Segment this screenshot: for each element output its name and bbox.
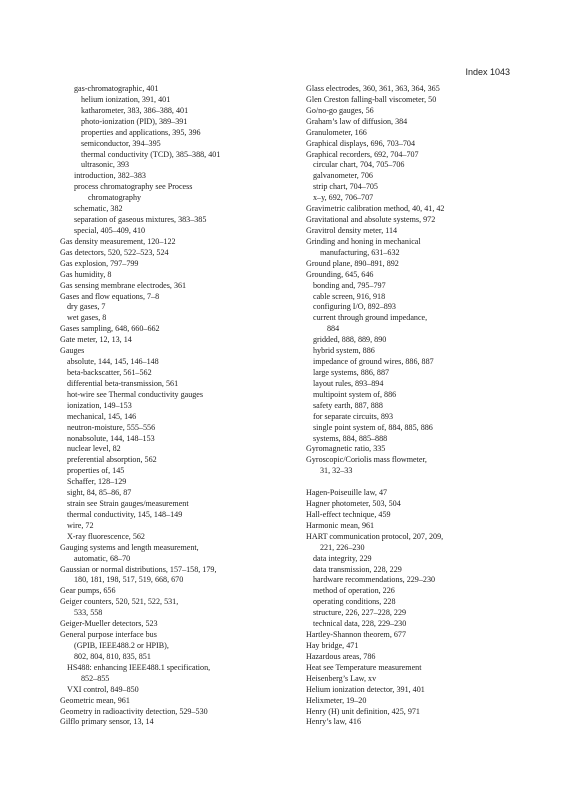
index-entry: 802, 804, 810, 835, 851	[74, 651, 151, 661]
index-entry: Gases and flow equations, 7–8	[60, 291, 160, 301]
index-entry: Glen Creston falling-ball viscometer, 50	[306, 94, 437, 104]
index-entry: VXI control, 849–850	[67, 684, 139, 694]
index-entry: properties and applications, 395, 396	[81, 127, 201, 137]
index-entry: current through ground impedance,	[313, 313, 428, 323]
index-entry: 852–855	[81, 673, 110, 683]
index-entry: Gate meter, 12, 13, 14	[60, 335, 132, 345]
index-entry: Ground plane, 890–891, 892	[306, 258, 399, 268]
index-entry: introduction, 382–383	[74, 171, 146, 181]
index-entry: Gaussian or normal distributions, 157–158, 179,	[60, 564, 217, 574]
index-entry: Gas detectors, 520, 522–523, 524	[60, 247, 169, 257]
index-entry: layout rules, 893–894	[313, 378, 384, 388]
index-entry: wet gases, 8	[67, 313, 107, 323]
index-entry: HS488: enhancing IEEE488.1 specification,	[67, 662, 211, 672]
index-entry: Graphical displays, 696, 703–704	[306, 138, 416, 148]
index-entry: Granulometer, 166	[306, 127, 367, 137]
index-entry: Grinding and honing in mechanical	[306, 236, 421, 246]
index-entry: Geometric mean, 961	[60, 695, 130, 705]
index-entry: multipoint system of, 886	[313, 389, 397, 399]
index-entry: for separate circuits, 893	[313, 411, 394, 421]
index-entry: 31, 32–33	[320, 466, 353, 476]
index-entry: safety earth, 887, 888	[313, 400, 383, 410]
index-entry: Gauging systems and length measurement,	[60, 542, 199, 552]
index-entry: Gases sampling, 648, 660–662	[60, 324, 160, 334]
index-entry: Heat see Temperature measurement	[306, 662, 422, 672]
index-entry: Gear pumps, 656	[60, 586, 116, 596]
index-entry: thermal conductivity (TCD), 385–388, 401	[81, 149, 221, 159]
index-entry: semiconductor, 394–395	[81, 138, 161, 148]
index-entry: technical data, 228, 229–230	[313, 619, 407, 629]
index-entry: manufacturing, 631–632	[320, 247, 400, 257]
index-entry: strain see Strain gauges/measurement	[67, 499, 189, 509]
index-entry: single point system of, 884, 885, 886	[313, 422, 433, 432]
index-entry: hybrid system, 886	[313, 346, 375, 356]
index-entry: General purpose interface bus	[60, 630, 157, 640]
index-entry: Hagen-Poiseuille law, 47	[306, 488, 388, 498]
index-entry: dry gases, 7	[67, 302, 106, 312]
index-entry: katharometer, 383, 386–388, 401	[81, 105, 189, 115]
index-entry: Graham’s law of diffusion, 384	[306, 116, 408, 126]
index-entry: mechanical, 145, 146	[67, 411, 137, 421]
index-entry: Hall-effect technique, 459	[306, 509, 391, 519]
index-entry: operating conditions, 228	[313, 597, 396, 607]
index-entry: Gas explosion, 797–799	[60, 258, 139, 268]
index-entry: automatic, 68–70	[74, 553, 131, 563]
index-entry: Helium ionization detector, 391, 401	[306, 684, 425, 694]
index-entry: structure, 226, 227–228, 229	[313, 608, 407, 618]
index-entry: Hazardous areas, 786	[306, 651, 376, 661]
index-entry: impedance of ground wires, 886, 887	[313, 357, 434, 367]
index-entry: large systems, 886, 887	[313, 367, 390, 377]
index-entry: HART communication protocol, 207, 209,	[306, 531, 444, 541]
index-section-gap	[306, 477, 536, 488]
index-entry: configuring I/O, 892–893	[313, 302, 396, 312]
running-head: Index 1043	[465, 67, 510, 77]
index-entry: 533, 558	[74, 608, 103, 618]
index-entry: systems, 884, 885–888	[313, 433, 388, 443]
index-entry: nonabsolute, 144, 148–153	[67, 433, 155, 443]
index-entry: thermal conductivity, 145, 148–149	[67, 509, 183, 519]
index-entry: wire, 72	[67, 520, 94, 530]
index-entry: photo-ionization (PID), 389–391	[81, 116, 188, 126]
index-entry: Gas sensing membrane electrodes, 361	[60, 280, 187, 290]
index-entry: Hay bridge, 471	[306, 640, 359, 650]
index-entry: X-ray fluorescence, 562	[67, 531, 145, 541]
index-entry: Heisenberg’s Law, xv	[306, 673, 377, 683]
index-entry: Henry (H) unit definition, 425, 971	[306, 706, 420, 716]
index-entry: galvanometer, 706	[313, 171, 373, 181]
index-entry: cable screen, 916, 918	[313, 291, 386, 301]
index-entry: process chromatography see Process	[74, 182, 193, 192]
index-entry: (GPIB, IEEE488.2 or HPIB),	[74, 641, 169, 651]
index-entry: Go/no-go gauges, 56	[306, 105, 374, 115]
index-entry: special, 405–409, 410	[74, 225, 146, 235]
index-entry: chromatography	[88, 193, 142, 203]
index-entry: Helixmeter, 19–20	[306, 695, 367, 705]
index-entry: sight, 84, 85–86, 87	[67, 488, 132, 498]
index-entry: preferential absorption, 562	[67, 455, 157, 465]
index-entry: gridded, 888, 889, 890	[313, 335, 387, 345]
index-entry: Glass electrodes, 360, 361, 363, 364, 365	[306, 84, 440, 93]
index-entry: Grounding, 645, 646	[306, 269, 374, 279]
index-entry: data transmission, 228, 229	[313, 564, 402, 574]
index-entry: 180, 181, 198, 517, 519, 668, 670	[74, 575, 184, 585]
index-column-left	[60, 84, 292, 728]
index-entry: Gravitational and absolute systems, 972	[306, 215, 436, 225]
index-entry: Graphical recorders, 692, 704–707	[306, 149, 419, 159]
index-entry: neutron-moisture, 555–556	[67, 422, 156, 432]
index-entry: Geiger-Mueller detectors, 523	[60, 619, 158, 629]
index-entry: method of operation, 226	[313, 586, 395, 596]
index-entry: nuclear level, 82	[67, 444, 121, 454]
index-entry: ionization, 149–153	[67, 400, 132, 410]
index-entry: Henry’s law, 416	[306, 717, 361, 727]
index-entry: strip chart, 704–705	[313, 182, 378, 192]
index-entry: Gyromagnetic ratio, 335	[306, 444, 386, 454]
index-entry: Gas density measurement, 120–122	[60, 236, 176, 246]
index-entry: 221, 226–230	[320, 542, 365, 552]
index-entry: separation of gaseous mixtures, 383–385	[74, 215, 207, 225]
index-entry: Schaffer, 128–129	[67, 477, 127, 487]
index-entry: Geiger counters, 520, 521, 522, 531,	[60, 597, 179, 607]
index-entry: Hartley-Shannon theorem, 677	[306, 630, 407, 640]
index-entry: schematic, 382	[74, 204, 123, 214]
index-entry: Gas humidity, 8	[60, 269, 112, 279]
index-entry: Gilflo primary sensor, 13, 14	[60, 717, 154, 727]
index-entry: bonding and, 795–797	[313, 280, 386, 290]
index-entry: helium ionization, 391, 401	[81, 94, 171, 104]
index-entry: differential beta-transmission, 561	[67, 378, 179, 388]
index-entry: hardware recommendations, 229–230	[313, 575, 436, 585]
index-entry: absolute, 144, 145, 146–148	[67, 357, 159, 367]
index-entry: circular chart, 704, 705–706	[313, 160, 405, 170]
index-entry: 884	[327, 324, 340, 334]
index-entry: Harmonic mean, 961	[306, 520, 375, 530]
index-entry: data integrity, 229	[313, 553, 372, 563]
index-entry: ultrasonic, 393	[81, 160, 130, 170]
index-entry: Gyroscopic/Coriolis mass flowmeter,	[306, 455, 427, 465]
index-entry: x–y, 692, 706–707	[313, 193, 374, 203]
index-entry: Geometry in radioactivity detection, 529–530	[60, 706, 208, 716]
index-entry: beta-backscatter, 561–562	[67, 367, 152, 377]
index-column-right	[306, 84, 536, 728]
index-entry: gas-chromatographic, 401	[74, 84, 159, 93]
index-entry: Gauges	[60, 346, 85, 356]
index-entry: Gravimetric calibration method, 40, 41, 42	[306, 204, 445, 214]
index-entry: properties of, 145	[67, 466, 125, 476]
index-entry: hot-wire see Thermal conductivity gauges	[67, 389, 204, 399]
index-entry: Gravitrol density meter, 114	[306, 225, 398, 235]
index-entry: Hagner photometer, 503, 504	[306, 499, 401, 508]
